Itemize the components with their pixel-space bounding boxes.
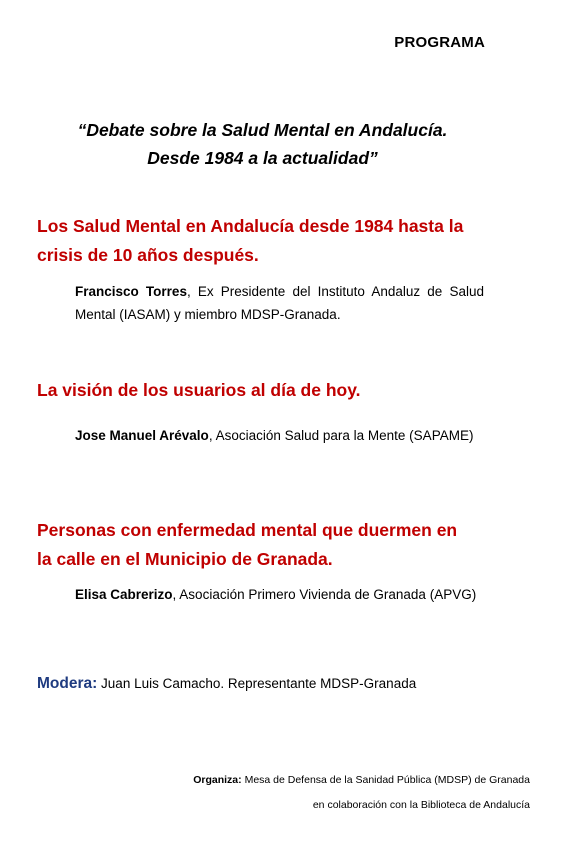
speaker-1-desc: , Ex Presidente del Instituto Andaluz de Salud Mental (IASAM) y miembro MDSP-Granada. <box>75 284 484 322</box>
moderator-text: Juan Luis Camacho. Representante MDSP-Granada <box>97 676 417 691</box>
footer-organizer <box>110 773 530 787</box>
section-heading-3-line2: la calle en el Municipio de Granada. <box>37 549 333 569</box>
section-heading-3-line1: Personas con enfermedad mental que duermen en <box>37 520 458 540</box>
section-heading-1-line1: Los Salud Mental en Andalucía desde 1984 hasta la <box>37 216 464 236</box>
section-heading-3 <box>37 516 497 574</box>
section-heading-1 <box>37 212 497 270</box>
speaker-2 <box>75 424 484 447</box>
debate-title <box>0 116 567 172</box>
footer-collaboration: en colaboración con la Biblioteca de Andalucía <box>312 799 530 811</box>
section-heading-2-line1: La visión de los usuarios al día de hoy. <box>37 380 361 400</box>
moderator-line <box>37 673 517 695</box>
speaker-1-name: Francisco Torres <box>75 284 187 299</box>
speaker-3-name: Elisa Cabrerizo <box>75 587 173 602</box>
footer-organizer-text: Mesa de Defensa de la Sanidad Pública (MDSP) de Granada <box>241 774 530 786</box>
section-heading-2 <box>37 376 497 405</box>
debate-title-line2: Desde 1984 a la actualidad” <box>147 148 378 168</box>
program-label: PROGRAMA <box>394 34 485 51</box>
speaker-2-name: Jose Manuel Arévalo <box>75 428 209 443</box>
footer-organizer-label: Organiza: <box>193 774 242 786</box>
speaker-2-desc: , Asociación Salud para la Mente (SAPAME) <box>208 428 474 443</box>
speaker-1 <box>75 280 484 326</box>
speaker-3 <box>75 583 484 606</box>
speaker-3-desc: , Asociación Primero Vivienda de Granada (APVG) <box>172 587 477 602</box>
section-heading-1-line2: crisis de 10 años después. <box>37 245 259 265</box>
moderator-label: Modera: <box>37 675 98 692</box>
debate-title-line1: “Debate sobre la Salud Mental en Andalucía. <box>77 120 448 140</box>
